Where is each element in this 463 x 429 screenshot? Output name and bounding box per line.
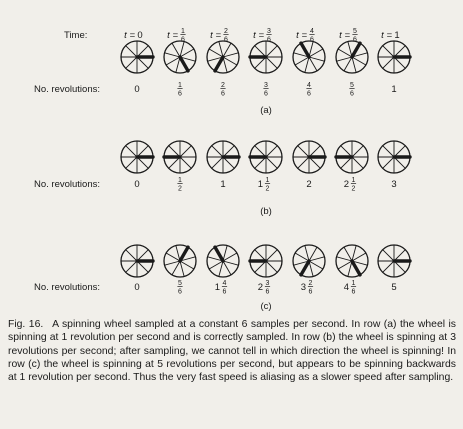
revolution-count	[134, 84, 139, 95]
count-denominator: 6	[308, 288, 313, 296]
count-whole: 2	[257, 282, 263, 293]
wheel	[164, 245, 196, 277]
count-denominator: 6	[221, 90, 225, 98]
time-prefix: t =	[253, 30, 264, 41]
count-denominator: 6	[181, 36, 185, 44]
panel-label: (a)	[260, 105, 272, 116]
revolution-count	[391, 84, 396, 95]
spoke	[266, 261, 277, 272]
wheel	[293, 141, 325, 173]
count-numerator: 5	[350, 82, 354, 89]
count-numerator: 2	[308, 280, 313, 287]
count-whole: 5	[391, 282, 397, 293]
count-numerator: 1	[178, 177, 182, 184]
wheel	[207, 41, 239, 73]
wheel	[250, 141, 282, 173]
count-denominator: 6	[351, 288, 356, 296]
wheel-rows	[34, 41, 410, 312]
wheel	[378, 245, 410, 277]
count-numerator: 3	[265, 280, 270, 287]
count-whole: 1	[394, 30, 400, 41]
time-fraction	[137, 30, 142, 41]
count-denominator: 6	[178, 90, 182, 98]
time-prefix: t =	[167, 30, 178, 41]
revolution-count	[177, 280, 182, 296]
row-a	[34, 41, 410, 116]
count-denominator: 2	[265, 185, 270, 193]
time-prefix: t =	[296, 30, 307, 41]
spoke	[383, 57, 394, 68]
time-label: Time:	[64, 30, 88, 41]
wheel	[336, 41, 368, 73]
count-denominator: 6	[267, 36, 271, 44]
revolution-count	[220, 179, 225, 190]
count-whole: 1	[391, 84, 397, 95]
revolution-count	[215, 280, 227, 296]
spoke	[298, 157, 309, 168]
count-denominator: 2	[351, 185, 356, 193]
row-b	[34, 141, 410, 217]
count-whole: 1	[257, 179, 263, 190]
count-denominator: 6	[350, 90, 354, 98]
revolution-count	[134, 282, 139, 293]
time-prefix: t =	[381, 30, 392, 41]
count-denominator: 2	[178, 185, 182, 193]
time-value	[124, 30, 142, 41]
count-denominator: 6	[307, 90, 311, 98]
spoke	[266, 46, 277, 57]
count-numerator: 1	[351, 280, 356, 287]
count-numerator: 4	[310, 28, 314, 35]
revolution-count	[258, 177, 270, 193]
wheel	[121, 141, 153, 173]
count-numerator: 1	[265, 177, 270, 184]
spoke	[352, 157, 363, 168]
spoke	[126, 57, 137, 68]
time-prefix: t =	[210, 30, 221, 41]
spoke	[352, 146, 363, 157]
spoke	[383, 261, 394, 272]
count-numerator: 1	[181, 28, 185, 35]
spoke	[383, 157, 394, 168]
row-c	[34, 245, 410, 312]
count-whole: 1	[220, 179, 226, 190]
spoke	[383, 46, 394, 57]
time-fraction	[394, 30, 399, 41]
spoke	[180, 146, 191, 157]
wheel	[336, 245, 368, 277]
wheel	[293, 41, 325, 73]
revolution-count	[391, 179, 396, 190]
spoke	[126, 250, 137, 261]
count-numerator: 4	[222, 280, 227, 287]
count-numerator: 3	[264, 82, 268, 89]
count-whole: 2	[306, 179, 312, 190]
count-numerator: 2	[224, 28, 228, 35]
count-whole: 3	[300, 282, 306, 293]
wheel	[164, 41, 196, 73]
revolution-count	[220, 82, 225, 98]
revolution-count	[301, 280, 313, 296]
count-whole: 2	[343, 179, 349, 190]
time-prefix: t =	[339, 30, 350, 41]
spoke	[126, 261, 137, 272]
count-denominator: 6	[178, 288, 182, 296]
spoke	[126, 146, 137, 157]
count-numerator: 1	[178, 82, 182, 89]
revolution-count	[344, 280, 356, 296]
count-whole: 0	[134, 84, 140, 95]
spoke	[126, 157, 137, 168]
revolution-count	[306, 179, 311, 190]
spoke	[383, 146, 394, 157]
wheel	[378, 41, 410, 73]
revolution-count	[344, 177, 356, 193]
count-denominator: 6	[353, 36, 357, 44]
spoke	[126, 46, 137, 57]
count-numerator: 1	[351, 177, 356, 184]
wheel	[378, 141, 410, 173]
panel-label: (c)	[260, 301, 272, 312]
wheel	[336, 141, 368, 173]
time-value	[381, 30, 399, 41]
row-label: No. revolutions:	[33, 179, 100, 190]
figure-number: Fig. 16.	[8, 319, 44, 330]
wheel	[293, 245, 325, 277]
row-label: No. revolutions:	[33, 84, 100, 95]
wheel	[164, 141, 196, 173]
count-whole: 0	[134, 179, 140, 190]
wheel	[250, 245, 282, 277]
wheel	[121, 245, 153, 277]
count-denominator: 6	[265, 288, 270, 296]
revolution-count	[177, 177, 182, 193]
count-whole: 3	[391, 179, 397, 190]
figure-caption	[8, 318, 456, 384]
count-denominator: 6	[310, 36, 314, 44]
count-numerator: 4	[307, 82, 311, 89]
panel-label: (b)	[260, 206, 272, 217]
spoke	[266, 250, 277, 261]
spoke	[180, 157, 191, 168]
revolution-count	[263, 82, 268, 98]
count-denominator: 6	[222, 288, 227, 296]
spoke	[212, 146, 223, 157]
revolution-count	[391, 282, 396, 293]
count-numerator: 5	[178, 280, 182, 287]
revolution-count	[306, 82, 311, 98]
count-denominator: 6	[264, 90, 268, 98]
row-label: No. revolutions:	[33, 282, 100, 293]
revolution-count	[134, 179, 139, 190]
wheel	[207, 141, 239, 173]
count-whole: 1	[214, 282, 220, 293]
time-prefix: t =	[124, 30, 135, 41]
wheel	[121, 41, 153, 73]
revolution-count	[258, 280, 270, 296]
count-whole: 0	[137, 30, 143, 41]
spoke	[383, 250, 394, 261]
caption-text: A spinning wheel sampled at a constant 6 samples per second. In row (a) the wheel is spinning at 1 revolution per second and is correctly sampled. In row (b) the wheel is spinning at 3 revolutions per second; after sampling, we cannot tell in which direction the wheel is spinning! In row (c) the wheel is spinning at 5 revolutions per second, but appears to be spinning backwards at 1 revolution per second. Thus the very fast speed is aliasing as a slower speed after sampling.	[8, 319, 457, 384]
spoke	[266, 57, 277, 68]
count-numerator: 3	[267, 28, 271, 35]
count-numerator: 2	[221, 82, 225, 89]
revolution-count	[177, 82, 182, 98]
revolution-count	[349, 82, 354, 98]
spoke	[212, 157, 223, 168]
count-numerator: 5	[353, 28, 357, 35]
spoke	[266, 146, 277, 157]
count-denominator: 6	[224, 36, 228, 44]
count-whole: 0	[134, 282, 140, 293]
wheel	[207, 245, 239, 277]
spoke	[298, 146, 309, 157]
wheel	[250, 41, 282, 73]
count-whole: 4	[343, 282, 349, 293]
spoke	[266, 157, 277, 168]
